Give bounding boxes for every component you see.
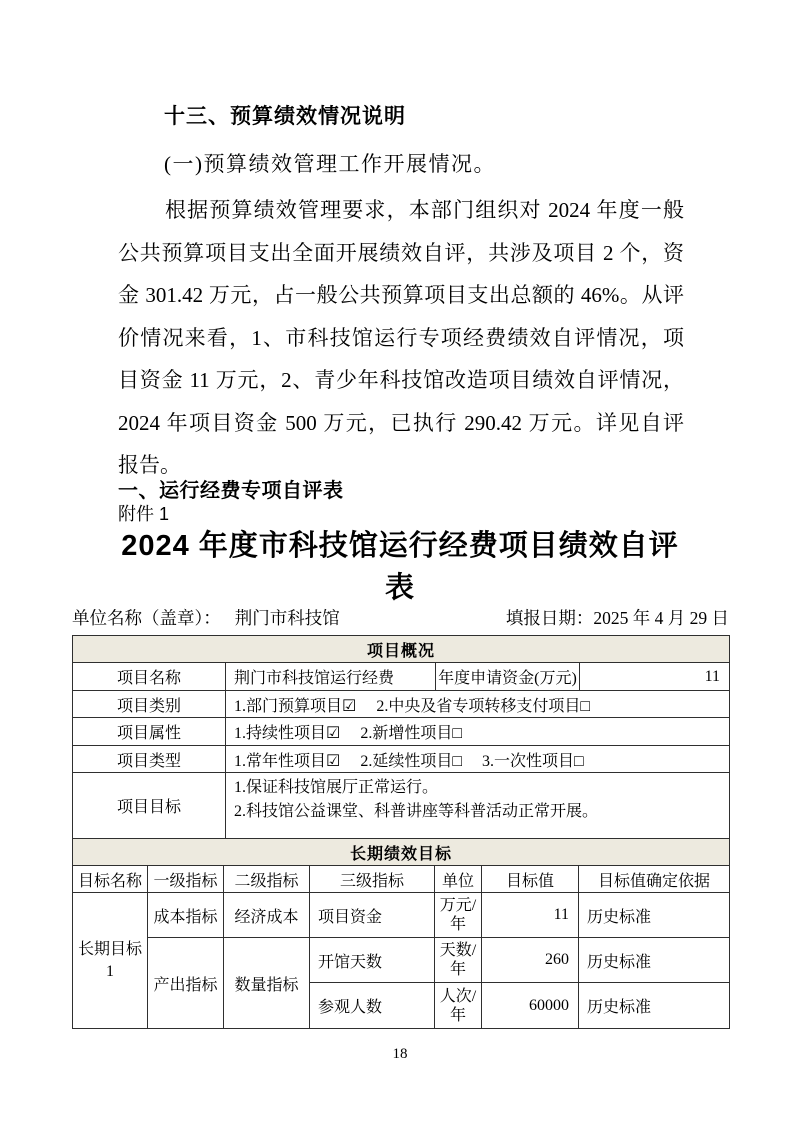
project-goal-line1: 1.保证科技馆展厅正常运行。: [234, 779, 439, 796]
column-header-level3: 三级指标: [310, 866, 435, 893]
project-type-label: 项目类型: [73, 746, 226, 773]
longterm-goals-table: [72, 838, 730, 1029]
level3-indicator: 参观人数: [310, 983, 435, 1029]
unit-name-label: 单位名称（盖章）：: [72, 608, 221, 628]
paragraph-line: 公共预算项目支出全面开展绩效自评，共涉及项目 2 个，资: [118, 240, 684, 265]
unit-name-value: 荆门市科技馆: [234, 608, 340, 628]
project-name-value: 荆门市科技馆运行经费: [226, 663, 436, 691]
longterm-section-header: 长期绩效目标: [73, 839, 730, 866]
table-row: [73, 773, 730, 839]
column-header-level2: 二级指标: [224, 866, 310, 893]
goal-name-line2: 1: [106, 962, 114, 980]
project-type-value: 1.常年性项目☑ 2.延续性项目□ 3.一次性项目□: [226, 746, 730, 773]
level1-indicator: 成本指标: [148, 893, 224, 938]
paragraph-line: 目资金 11 万元，2、青少年科技馆改造项目绩效自评情况，: [118, 368, 684, 392]
table-row: [73, 718, 730, 746]
table-row: [73, 938, 730, 983]
annual-fund-label: 年度申请资金(万元): [436, 663, 580, 691]
unit-cell: 天数/ 年: [435, 938, 482, 983]
target-value: 260: [482, 938, 579, 983]
report-date-value: 2025 年 4 月 29 日: [593, 608, 729, 628]
project-name-label: 项目名称: [73, 663, 226, 691]
attachment-number: 附件 1: [118, 504, 170, 524]
target-basis: 历史标准: [579, 938, 730, 983]
project-attribute-value: 1.持续性项目☑ 2.新增性项目□: [226, 718, 730, 746]
overview-section-header: 项目概况: [73, 636, 730, 663]
table-header-row: [73, 866, 730, 893]
project-attribute-label: 项目属性: [73, 718, 226, 746]
target-value: 11: [482, 893, 579, 938]
page-number: 18: [392, 1046, 408, 1062]
column-header-basis: 目标值确定依据: [579, 866, 730, 893]
target-basis: 历史标准: [579, 893, 730, 938]
body-paragraph: [118, 189, 684, 487]
unit-name-field: [72, 605, 340, 630]
attachment-section-label: 一、运行经费专项自评表: [118, 480, 344, 502]
paragraph-line: 金 301.42 万元，占一般公共预算项目支出总额的 46%。从评: [118, 283, 684, 307]
level3-indicator: 开馆天数: [310, 938, 435, 983]
table-row: [73, 893, 730, 938]
form-title-line1: 2024 年度市科技馆运行经费项目绩效自评: [121, 530, 679, 562]
self-evaluation-form: [72, 635, 729, 1029]
paragraph-line: 根据预算绩效管理要求，本部门组织对 2024 年度一般: [165, 198, 684, 222]
chapter-heading: 十三、预算绩效情况说明: [164, 105, 406, 128]
column-header-level1: 一级指标: [148, 866, 224, 893]
form-title-line2: 表: [384, 572, 415, 604]
level2-indicator: 数量指标: [224, 938, 310, 1029]
annual-fund-value: 11: [580, 663, 730, 691]
table-row: [73, 636, 730, 663]
unit-cell: 人次/ 年: [435, 983, 482, 1029]
level3-indicator: 项目资金: [310, 893, 435, 938]
form-title: [0, 525, 800, 609]
table-row: [73, 691, 730, 718]
table-row: [73, 663, 730, 691]
project-category-value: 1.部门预算项目☑ 2.中央及省专项转移支付项目□: [226, 691, 730, 718]
project-goal-label: 项目目标: [73, 773, 226, 839]
column-header-unit: 单位: [435, 866, 482, 893]
project-category-label: 项目类别: [73, 691, 226, 718]
report-date-field: [506, 605, 729, 630]
project-goal-line2: 2.科技馆公益课堂、科普讲座等科普活动正常开展。: [234, 803, 599, 820]
target-basis: 历史标准: [579, 983, 730, 1029]
table-row: [73, 746, 730, 773]
unit-cell: 万元/ 年: [435, 893, 482, 938]
column-header-target-value: 目标值: [482, 866, 579, 893]
paragraph-line: 2024 年项目资金 500 万元，已执行 290.42 万元。详见自评: [118, 410, 684, 435]
goal-name-cell: [73, 893, 148, 1029]
sub-heading: (一)预算绩效管理工作开展情况。: [164, 152, 496, 176]
level1-indicator: 产出指标: [148, 938, 224, 1029]
project-goal-value: [226, 773, 730, 839]
form-meta-row: [72, 605, 729, 630]
project-overview-table: [72, 635, 730, 839]
paragraph-line: 报告。: [118, 453, 181, 477]
column-header-goal-name: 目标名称: [73, 866, 148, 893]
level2-indicator: 经济成本: [224, 893, 310, 938]
goal-name-line1: 长期目标: [77, 940, 142, 958]
report-date-label: 填报日期：: [505, 608, 594, 628]
table-row: [73, 839, 730, 866]
target-value: 60000: [482, 983, 579, 1029]
paragraph-line: 价情况来看，1、市科技馆运行专项经费绩效自评情况，项: [118, 325, 684, 350]
